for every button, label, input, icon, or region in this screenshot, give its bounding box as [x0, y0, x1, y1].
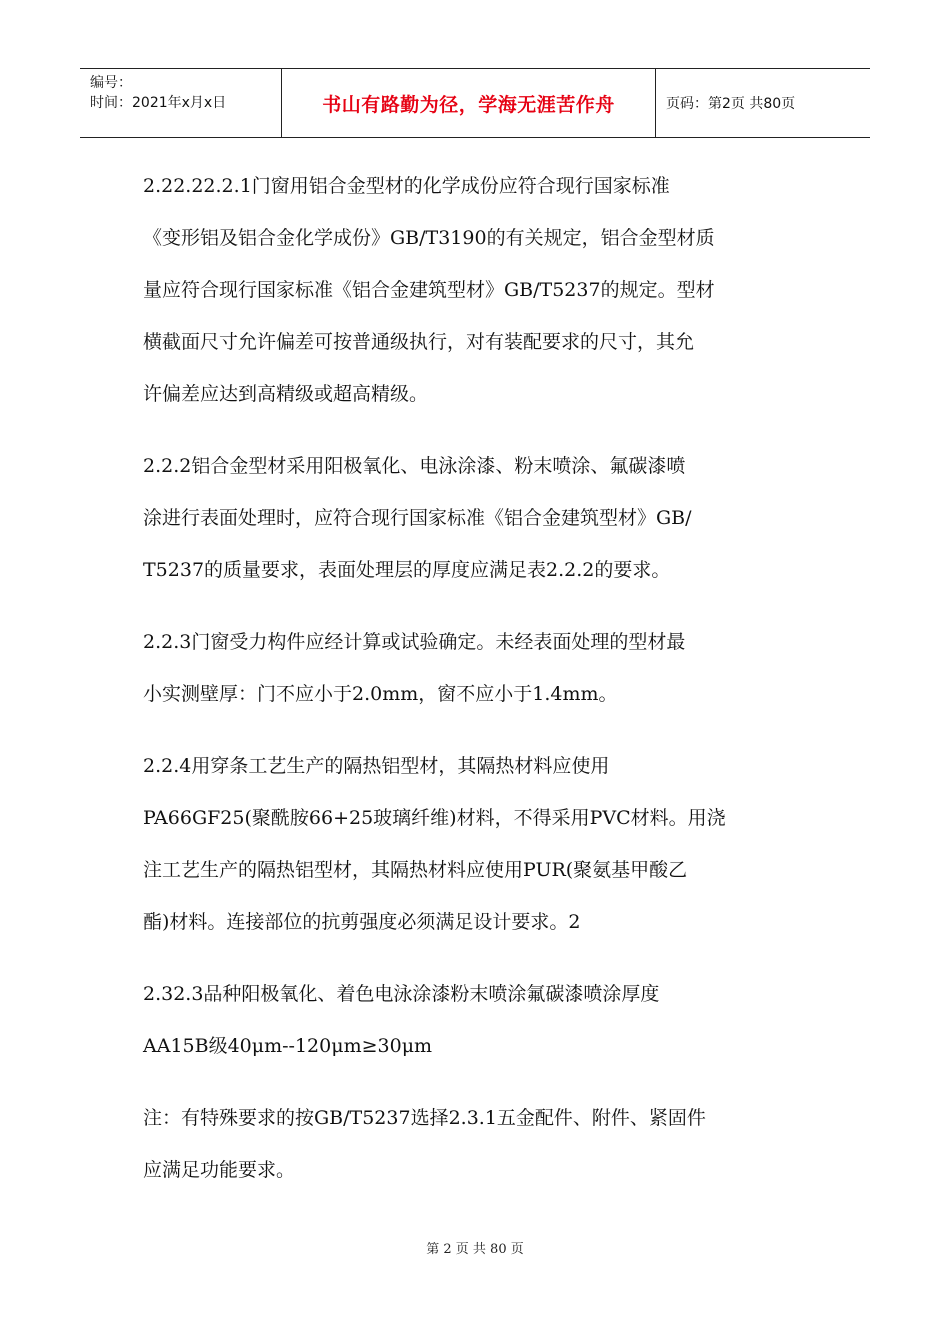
- text-line: 横截面尺寸允许偏差可按普通级执行，对有装配要求的尺寸，其允: [143, 331, 695, 353]
- header-meta: [80, 69, 282, 137]
- text-line: 注：有特殊要求的按GB/T5237选择2.3.1五金配件、附件、紧固件: [143, 1107, 706, 1129]
- text-line: 2.22.22.2.1门窗用铝合金型材的化学成份应符合现行国家标准: [143, 175, 670, 197]
- paragraph: [143, 616, 813, 720]
- text-line: 注工艺生产的隔热铝型材，其隔热材料应使用PUR(聚氨基甲酸乙: [143, 859, 688, 881]
- header-page-info: 页码：第2页 共80页: [666, 96, 796, 112]
- text-line: 2.32.3品种阳极氧化、着色电泳涂漆粉末喷涂氟碳漆喷涂厚度: [143, 983, 660, 1005]
- text-line: 涂进行表面处理时，应符合现行国家标准《铝合金建筑型材》GB/: [143, 507, 692, 529]
- document-body: [143, 160, 813, 1216]
- paragraph: [143, 1092, 813, 1196]
- paragraph: [143, 160, 813, 420]
- text-line: PA66GF25(聚酰胺66+25玻璃纤维)材料，不得采用PVC材料。用浇: [143, 807, 726, 829]
- page-header: [80, 68, 870, 138]
- header-motto: 书山有路勤为径，学海无涯苦作舟: [282, 69, 656, 137]
- text-line: AA15B级40μm--120μm≥30μm: [143, 1035, 433, 1057]
- text-line: 许偏差应达到高精级或超高精级。: [143, 383, 429, 405]
- text-line: 2.2.3门窗受力构件应经计算或试验确定。未经表面处理的型材最: [143, 631, 686, 653]
- paragraph: [143, 740, 813, 948]
- document-time-label: 时间：2021年x月x日: [90, 95, 227, 111]
- text-line: T5237的质量要求，表面处理层的厚度应满足表2.2.2的要求。: [143, 559, 671, 581]
- text-line: 2.2.2铝合金型材采用阳极氧化、电泳涂漆、粉末喷涂、氟碳漆喷: [143, 455, 686, 477]
- page-footer: 第 2 页 共 80 页: [426, 1242, 524, 1257]
- text-line: 小实测壁厚：门不应小于2.0mm，窗不应小于1.4mm。: [143, 683, 618, 705]
- text-line: 《变形铝及铝合金化学成份》GB/T3190的有关规定，铝合金型材质: [143, 227, 715, 249]
- text-line: 量应符合现行国家标准《铝合金建筑型材》GB/T5237的规定。型材: [143, 279, 715, 301]
- text-line: 酯)材料。连接部位的抗剪强度必须满足设计要求。2: [143, 911, 581, 933]
- paragraph: [143, 440, 813, 596]
- document-number-label: 编号：: [90, 75, 132, 91]
- text-line: 应满足功能要求。: [143, 1159, 296, 1181]
- paragraph: [143, 968, 813, 1072]
- text-line: 2.2.4用穿条工艺生产的隔热铝型材，其隔热材料应使用: [143, 755, 610, 777]
